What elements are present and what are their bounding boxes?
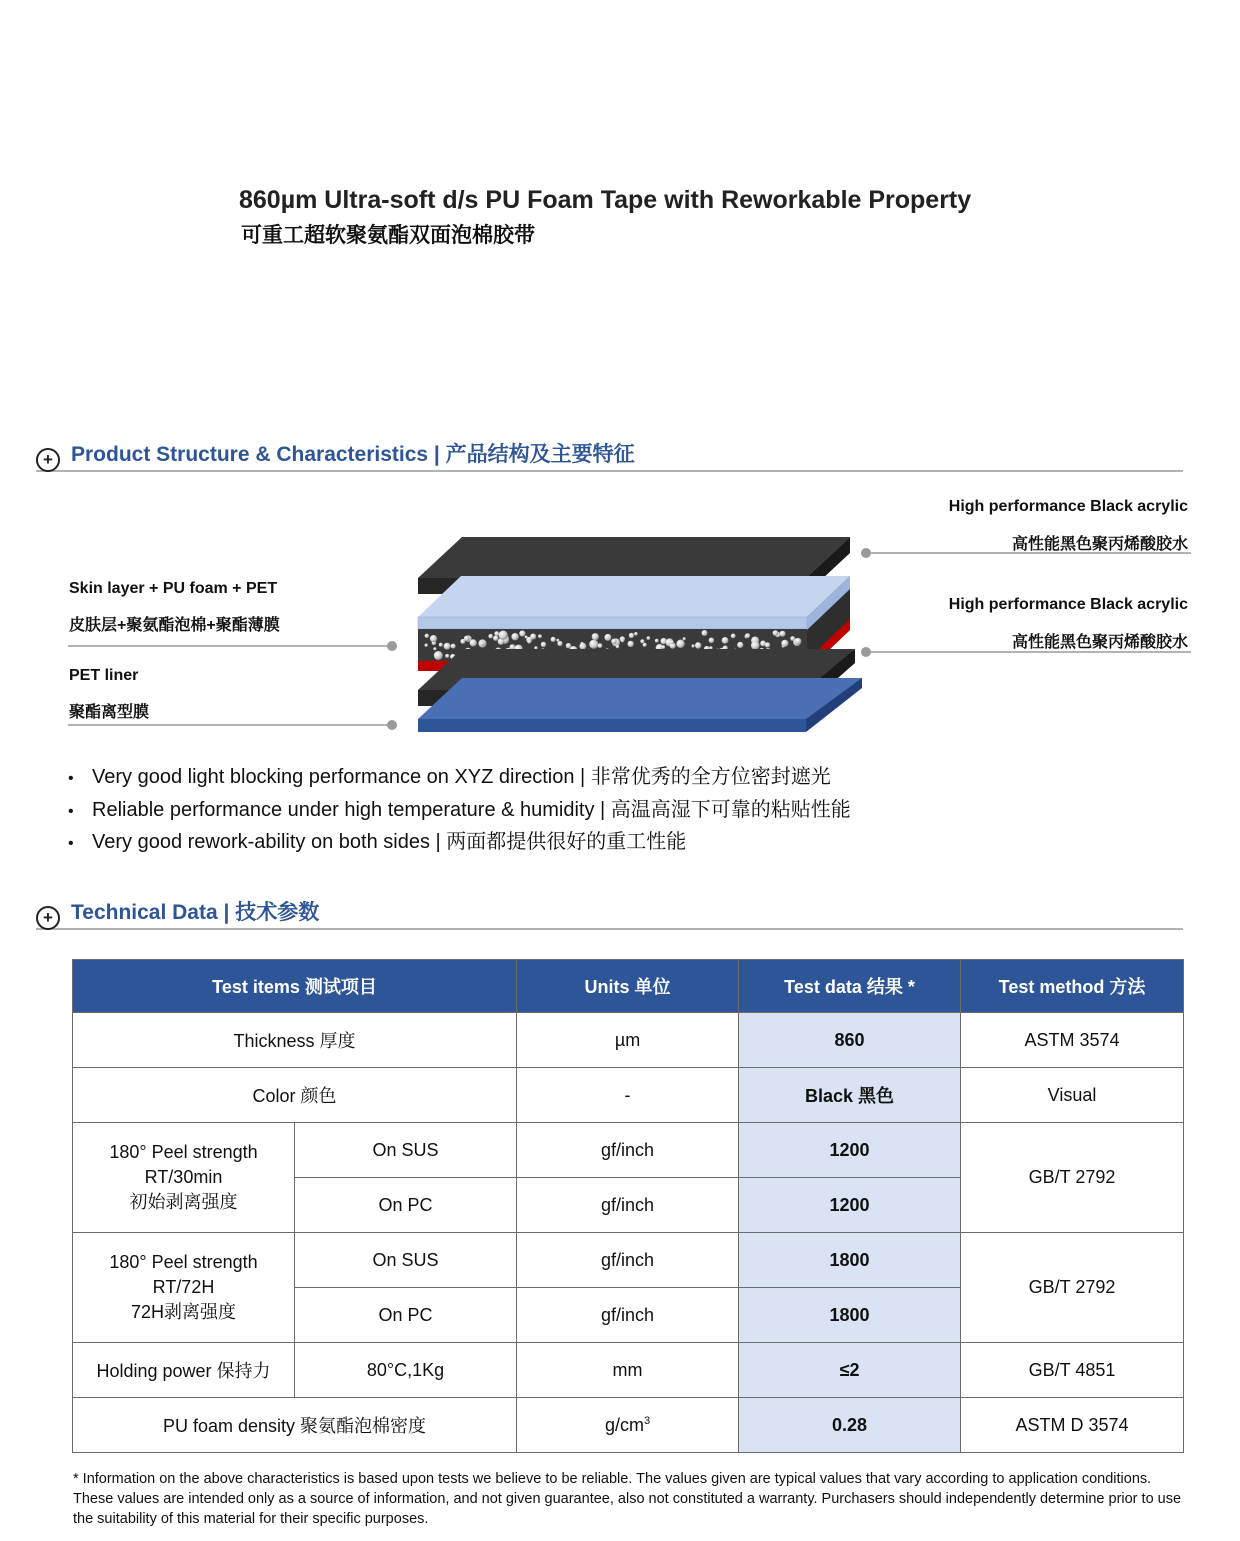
header-units: Units 单位 bbox=[517, 960, 739, 1013]
pet-liner-layer bbox=[418, 678, 862, 732]
foam-bubble bbox=[464, 636, 470, 642]
foam-bubble bbox=[433, 647, 436, 650]
label-top-acrylic-en: High performance Black acrylic bbox=[948, 498, 1188, 515]
foam-bubble bbox=[611, 639, 616, 644]
header-test-data: Test data 结果 * bbox=[739, 960, 961, 1013]
foam-bubble bbox=[527, 639, 531, 643]
foam-bubble bbox=[765, 642, 770, 647]
foam-bubble bbox=[488, 634, 493, 639]
label-skin-layer-cn: 皮肤层+聚氨酯泡棉+聚酯薄膜 bbox=[69, 617, 280, 634]
plus-circle-icon: + bbox=[36, 906, 60, 930]
label-pet-liner-en: PET liner bbox=[69, 667, 139, 684]
foam-bubble bbox=[579, 643, 586, 650]
foam-bubble bbox=[737, 642, 743, 648]
table-row: 180° Peel strength RT/30min 初始剥离强度 On SUS gf/inch 1200 GB/T 2792 bbox=[73, 1123, 1184, 1178]
header-test-method: Test method 方法 bbox=[961, 960, 1184, 1013]
section-header-tech bbox=[36, 896, 1183, 930]
foam-bubble bbox=[634, 632, 638, 636]
foam-bubble bbox=[589, 640, 598, 649]
density-unit: $g/cm^3$ bbox=[517, 1398, 739, 1453]
foam-bubble bbox=[731, 634, 736, 639]
foam-bubble bbox=[519, 630, 525, 636]
section-title-structure: Product Structure & Characteristics | 产品结构及主要特征 bbox=[71, 443, 635, 466]
table-row: 180° Peel strength RT/72H 72H剥离强度 On SUS gf/inch 1800 GB/T 2792 bbox=[73, 1233, 1184, 1288]
foam-bubble bbox=[662, 645, 666, 649]
foam-bubble bbox=[640, 639, 644, 643]
foam-bubble bbox=[557, 641, 562, 646]
foam-bubble bbox=[425, 634, 429, 638]
foam-bubble bbox=[702, 630, 708, 636]
document-subtitle-cn: 可重工超软聚氨酯双面泡棉胶带 bbox=[241, 224, 535, 247]
label-pet-liner-cn: 聚酯离型膜 bbox=[69, 704, 150, 721]
label-top-acrylic-cn: 高性能黑色聚丙烯酸胶水 bbox=[1011, 536, 1188, 553]
foam-bubble bbox=[430, 635, 437, 642]
label-skin-layer-en: Skin layer + PU foam + PET bbox=[69, 580, 278, 597]
foam-bubble bbox=[480, 641, 484, 645]
foam-bubble bbox=[795, 638, 802, 645]
table-row: Color 颜色 - Black 黑色 Visual bbox=[73, 1068, 1184, 1123]
foam-bubble bbox=[598, 643, 603, 648]
foam-bubble bbox=[493, 636, 498, 641]
footnote: * Information on the above characteristics is based upon tests we believe to be reliable. The values given are typical values that vary according to application conditions. These values are intended only as a source of information, and not given guarantee, also not constituted a warranty. Purchasers should independently determine prior to use the suitability of this material for their specific purposes. bbox=[73, 1471, 1182, 1527]
foam-bubble bbox=[781, 640, 788, 647]
foam-bubble bbox=[722, 637, 729, 644]
foam-bubble bbox=[628, 641, 634, 647]
header-test-items: Test items 测试项目 bbox=[73, 960, 517, 1013]
foam-bubble bbox=[676, 640, 684, 648]
foam-bubble bbox=[695, 642, 701, 648]
foam-bubble bbox=[604, 634, 611, 641]
list-item: • Very good rework-ability on both sides | 两面都提供很好的重工性能 bbox=[68, 831, 687, 853]
label-bottom-acrylic-cn: 高性能黑色聚丙烯酸胶水 bbox=[1011, 634, 1188, 651]
foam-bubble bbox=[499, 631, 508, 640]
foam-bubble bbox=[451, 644, 456, 649]
foam-bubble bbox=[773, 630, 779, 636]
feature-list bbox=[68, 762, 851, 860]
table-row: On PC gf/inch 1200 bbox=[73, 1178, 1184, 1233]
foam-bubble bbox=[434, 651, 443, 660]
foam-bubble bbox=[439, 643, 443, 647]
foam-bubble bbox=[445, 654, 449, 658]
foam-bubble bbox=[647, 636, 651, 640]
peel-30min-item: 180° Peel strength RT/30min 初始剥离强度 bbox=[73, 1123, 295, 1233]
plus-circle-icon: + bbox=[36, 448, 60, 472]
foam-bubble bbox=[494, 631, 499, 636]
label-bottom-acrylic-en: High performance Black acrylic bbox=[948, 596, 1188, 613]
foam-bubble bbox=[751, 641, 760, 650]
table-row: On PC gf/inch 1800 bbox=[73, 1288, 1184, 1343]
foam-bubble bbox=[643, 643, 647, 647]
foam-bubble bbox=[629, 633, 634, 638]
foam-bubble bbox=[683, 637, 686, 640]
list-item: • Very good light blocking performance on XYZ direction | 非常优秀的全方位密封遮光 bbox=[68, 766, 831, 788]
section-header-structure bbox=[36, 438, 1183, 472]
foam-bubble bbox=[444, 643, 451, 650]
table-row: Holding power 保持力 80°C,1Kg mm ≤2 GB/T 4851 bbox=[73, 1343, 1184, 1398]
technical-data-table bbox=[72, 959, 1184, 1453]
table-row: PU foam density 聚氨酯泡棉密度 $g/cm^3$ 0.28 ASTM D 3574 bbox=[73, 1398, 1184, 1453]
list-item: • Reliable performance under high temperature & humidity | 高温高湿下可靠的粘贴性能 bbox=[68, 798, 851, 821]
foam-bubble bbox=[616, 645, 619, 648]
foam-bubble bbox=[592, 633, 599, 640]
peel-72h-item: 180° Peel strength RT/72H 72H剥离强度 bbox=[73, 1233, 295, 1343]
foam-bubble bbox=[538, 634, 542, 638]
foam-bubble bbox=[709, 638, 715, 644]
foam-bubble bbox=[655, 639, 659, 643]
foam-bubble bbox=[511, 633, 518, 640]
section-title-tech: Technical Data | 技术参数 bbox=[71, 901, 320, 924]
foam-bubble bbox=[745, 633, 750, 638]
foam-bubble bbox=[780, 631, 786, 637]
foam-bubble bbox=[425, 644, 428, 647]
foam-bubble bbox=[670, 641, 673, 644]
table-row: Thickness 厚度 µm 860 ASTM 3574 bbox=[73, 1013, 1184, 1068]
foam-bubble bbox=[470, 639, 477, 646]
foam-bubble bbox=[692, 644, 695, 647]
document-title: 860µm Ultra-soft d/s PU Foam Tape with Reworkable Property bbox=[239, 186, 972, 214]
foam-bubble bbox=[541, 642, 546, 647]
foam-bubble bbox=[621, 639, 624, 642]
table-header-row bbox=[73, 960, 1184, 1013]
foam-bubble bbox=[551, 637, 556, 642]
